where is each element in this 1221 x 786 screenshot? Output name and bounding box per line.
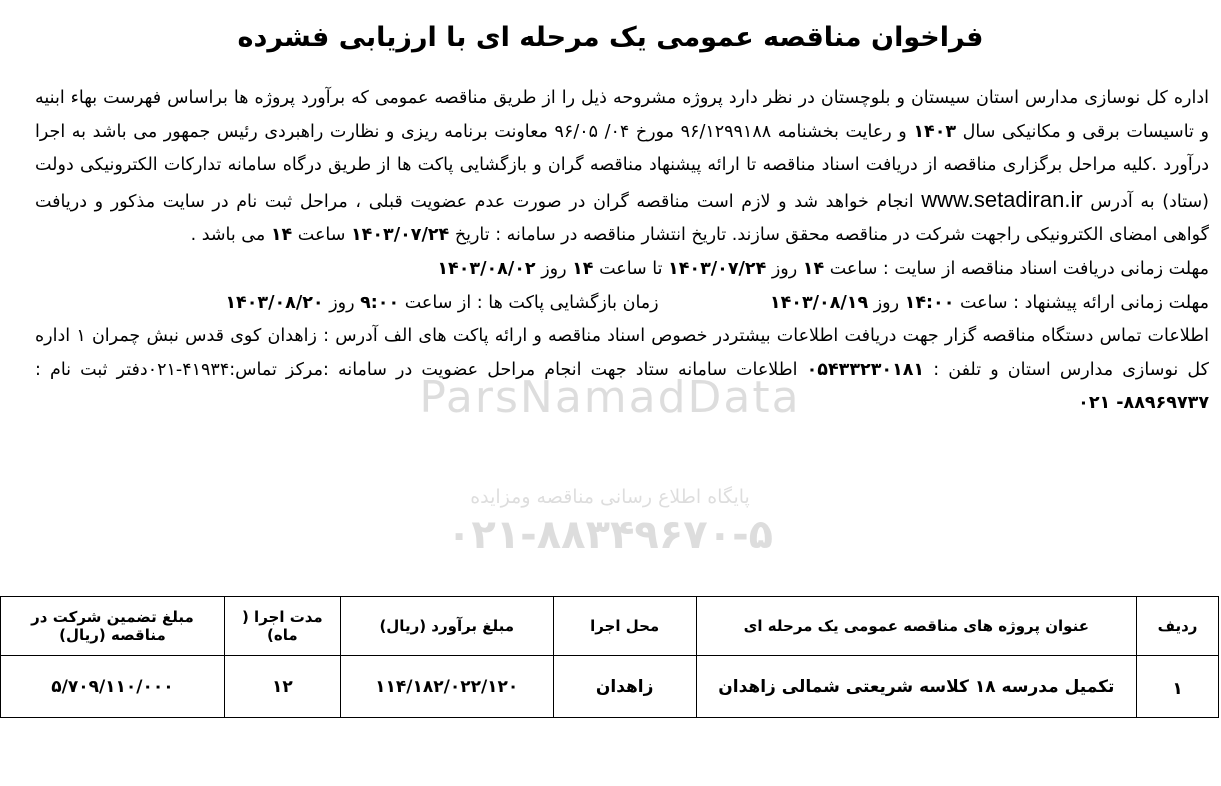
publish-hour: ۱۴ <box>270 225 293 246</box>
doc-day-label: روز <box>771 258 798 279</box>
opening-label: زمان بازگشایی پاکت ها : از ساعت <box>404 292 659 313</box>
offer-date: ۱۴۰۳/۰۸/۱۹ <box>769 292 869 313</box>
registration-phone: ۸۸۹۶۹۷۳۷- ۰۲۱ <box>1078 393 1209 414</box>
opening-hour: ۹:۰۰ <box>360 292 400 313</box>
project-location: زاهدان <box>553 656 696 718</box>
intro-text-3: انجام خواهد شد و لازم است مناقصه گران در صورت عدم عضویت قبلی ، مراحل ثبت نام در سایت مذکور و دریافت گواهی امضای الکترونیکی راجهت شرکت در مناقصه محقق سازند. تاریخ انتشار مناقصه در سامانه : تاریخ <box>35 191 1209 246</box>
watermark-subtitle: پایگاه اطلاع رسانی مناقصه ومزایده <box>470 486 750 508</box>
table-header-row <box>1 597 1219 656</box>
contact-phone: ۰۵۴۳۳۲۳۰۱۸۱ <box>806 359 925 380</box>
duration-months: ۱۲ <box>224 656 340 718</box>
offer-deadline <box>35 287 1209 321</box>
offer-deadline-label: مهلت زمانی ارائه پیشنهاد : ساعت <box>959 292 1209 313</box>
header-guarantee: مبلغ تضمین شرکت در مناقصه (ریال) <box>1 597 225 656</box>
doc-from-hour: ۱۴ <box>802 258 825 279</box>
doc-until-label: تا ساعت <box>599 258 663 279</box>
intro-text-4: می باشد . <box>190 225 266 246</box>
header-estimate: مبلغ برآورد (ریال) <box>340 597 553 656</box>
opening-date: ۱۴۰۳/۰۸/۲۰ <box>225 292 324 313</box>
intro-text-1: اداره کل نوسازی مدارس استان سیستان و بلوچستان در نظر دارد پروژه مشروحه ذیل را از طریق مناقصه عمومی که برآورد پروژه ها براساس فهرست بهاء ابنیه و تاسیسات برقی و مکانیکی سال <box>35 88 1209 142</box>
header-row-number: ردیف <box>1137 597 1219 656</box>
intro-paragraph <box>35 82 1209 253</box>
doc-day-label-2: روز <box>541 258 567 279</box>
watermark-brand: ParsNamadData <box>419 372 801 423</box>
header-duration: مدت اجرا ( ماه) <box>224 597 340 656</box>
opening-day-label: روز <box>329 292 355 313</box>
doc-to-date: ۱۴۰۳/۰۸/۰۲ <box>437 258 536 279</box>
watermark-phone: ۰۲۱-۸۸۳۴۹۶۷۰-۵ <box>446 512 774 558</box>
guarantee-amount: ۵/۷۰۹/۱۱۰/۰۰۰ <box>1 656 225 718</box>
website-link[interactable]: www.setadiran.ir <box>921 186 1083 212</box>
offer-hour: ۱۴:۰۰ <box>904 292 955 313</box>
doc-deadline-label: مهلت زمانی دریافت اسناد مناقصه از سایت : ساعت <box>829 258 1209 279</box>
estimate-amount: ۱۱۴/۱۸۲/۰۲۲/۱۲۰ <box>340 656 553 718</box>
doc-to-hour: ۱۴ <box>572 258 594 279</box>
offer-day-label: روز <box>873 292 900 313</box>
price-list-year: ۱۴۰۳ <box>913 121 957 142</box>
document-deadline <box>35 253 1209 287</box>
setad-contact-text: اطلاعات سامانه ستاد جهت انجام مراحل عضویت در سامانه :مرکز تماس:۴۱۹۳۴-۰۲۱دفتر ثبت نام : <box>35 359 798 380</box>
projects-table <box>0 596 1219 718</box>
announcement-body <box>35 82 1209 421</box>
contact-text: اطلاعات تماس دستگاه مناقصه گزار جهت دریافت اطلاعات بیشتردر خصوص اسناد مناقصه و ارائه پاکت های الف آدرس : زاهدان کوی قدس نبش چمران ۱ اداره کل نوسازی مدارس استان و تلفن : <box>35 326 1209 380</box>
intro-hour-label: ساعت <box>297 225 346 246</box>
intro-text-2: و رعایت بخشنامه ۹۶/۱۲۹۹۱۸۸ مورخ ۰۴/ ۹۶/۰۵ معاونت برنامه ریزی و نظارت راهبردی رئیس جمهور می باشد به اجرا درآورد .کلیه مراحل برگزاری مناقصه از دریافت اسناد مناقصه تا ارائه پیشنهاد مناقصه گران و بازگشایی پاکت ها از طریق درگاه سامانه تدارکات الکترونیکی دولت (ستاد) به آدرس <box>35 121 1209 212</box>
header-project-title: عنوان پروژه های مناقصه عمومی یک مرحله ای <box>696 597 1136 656</box>
publish-date: ۱۴۰۳/۰۷/۲۴ <box>351 225 450 246</box>
table-row <box>1 656 1219 718</box>
contact-info <box>35 320 1209 421</box>
row-number: ۱ <box>1137 656 1219 718</box>
doc-from-date: ۱۴۰۳/۰۷/۲۴ <box>668 258 767 279</box>
project-title: تکمیل مدرسه ۱۸ کلاسه شریعتی شمالی زاهدان <box>696 656 1136 718</box>
header-location: محل اجرا <box>553 597 696 656</box>
page-title: فراخوان مناقصه عمومی یک مرحله ای با ارزیابی فشرده <box>237 22 984 53</box>
